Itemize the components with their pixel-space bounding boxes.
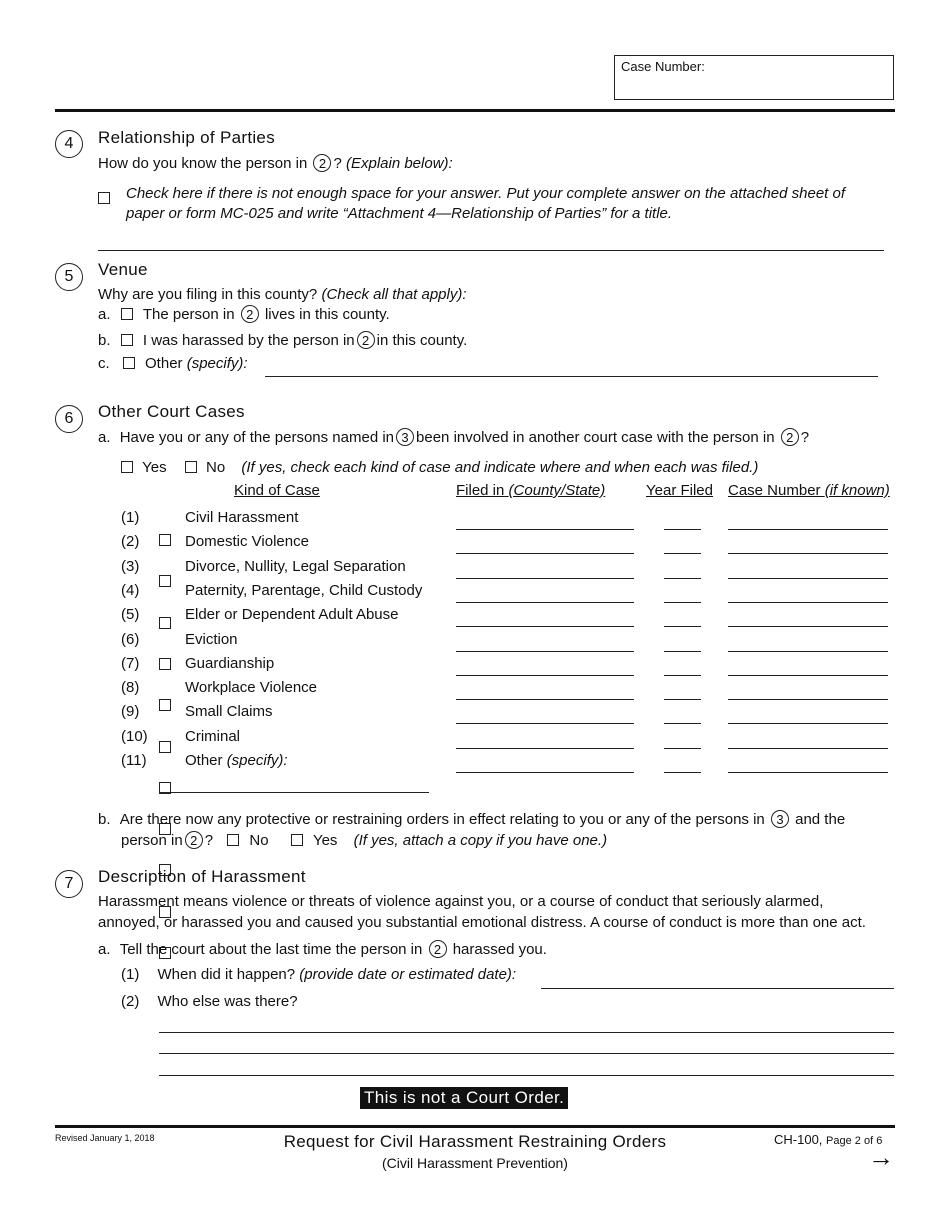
- case-kind-label: Civil Harassment: [185, 509, 299, 526]
- section-4-question: How do you know the person in 2 ? (Explain below):: [98, 155, 453, 172]
- case-kind-label: Eviction: [185, 631, 238, 648]
- court-cases-question: a. Have you or any of the persons named in 3 been involved in another court case with the person in 2 ?: [98, 429, 810, 446]
- case-kind-label: Elder or Dependent Adult Abuse: [185, 606, 399, 623]
- case-kind-label: Paternity, Parentage, Child Custody: [185, 582, 423, 599]
- case-number-line[interactable]: [728, 578, 888, 579]
- case-number-line[interactable]: [728, 772, 888, 773]
- header-rule: [55, 109, 895, 112]
- col-year-filed: Year Filed: [646, 482, 713, 499]
- case-number-line[interactable]: [728, 748, 888, 749]
- when-question: (1) When did it happen? (provide date or estimated date):: [121, 966, 517, 983]
- case-number-label: (1): [121, 509, 140, 526]
- venue-c-checkbox[interactable]: [123, 357, 135, 369]
- section-6-number: 6: [55, 405, 83, 433]
- year-filed-line[interactable]: [664, 578, 701, 579]
- venue-b-checkbox[interactable]: [121, 334, 133, 346]
- case-number-label: (7): [121, 655, 140, 672]
- court-cases-no-checkbox[interactable]: [185, 461, 197, 473]
- case-kind-label: Guardianship: [185, 655, 275, 672]
- party-ref-circle: 3: [396, 428, 414, 446]
- year-filed-line[interactable]: [664, 651, 701, 652]
- harassment-definition-1: Harassment means violence or threats of violence against you, or a course of conduct that seriously alarmed,: [98, 893, 824, 910]
- harassment-definition-2: annoyed, or harassed you and caused you substantial emotional distress. A course of conduct is more than one act.: [98, 914, 866, 931]
- col-kind-of-case: Kind of Case: [234, 482, 320, 499]
- venue-a-checkbox[interactable]: [121, 308, 133, 320]
- filed-in-line[interactable]: [456, 723, 634, 724]
- last-time-question: a. Tell the court about the last time the person in 2 harassed you.: [98, 941, 547, 958]
- case-kind-label: Domestic Violence: [185, 533, 309, 550]
- case-number-line[interactable]: [728, 651, 888, 652]
- when-answer-line[interactable]: [541, 988, 894, 989]
- case-kind-checkbox[interactable]: [159, 617, 171, 629]
- case-number-line[interactable]: [728, 723, 888, 724]
- year-filed-line[interactable]: [664, 626, 701, 627]
- col-case-number: Case Number (if known): [728, 482, 890, 499]
- footer-rule: [55, 1125, 895, 1128]
- section-4-number: 4: [55, 130, 83, 158]
- who-answer-line-1[interactable]: [159, 1032, 894, 1033]
- filed-in-line[interactable]: [456, 553, 634, 554]
- form-title: Request for Civil Harassment Restraining Orders: [283, 1132, 667, 1151]
- case-number-label: (5): [121, 606, 140, 623]
- court-cases-yes-no: Yes No (If yes, check each kind of case and indicate where and when each was filed.): [121, 459, 758, 476]
- revised-date: Revised January 1, 2018: [55, 1133, 155, 1143]
- section-5-number: 5: [55, 263, 83, 291]
- case-number-label: (6): [121, 631, 140, 648]
- case-number-line[interactable]: [728, 553, 888, 554]
- venue-other-line[interactable]: [265, 376, 878, 377]
- case-kind-label: Divorce, Nullity, Legal Separation: [185, 558, 406, 575]
- section-5-title: Venue: [98, 260, 148, 279]
- case-kind-label: Small Claims: [185, 703, 273, 720]
- case-kind-checkbox[interactable]: [159, 534, 171, 546]
- year-filed-line[interactable]: [664, 529, 701, 530]
- case-number-line[interactable]: [728, 675, 888, 676]
- venue-option-c: c. Other (specify):: [98, 355, 248, 372]
- filed-in-line[interactable]: [456, 578, 634, 579]
- venue-option-b: b. I was harassed by the person in 2 in this county.: [98, 332, 468, 349]
- filed-in-line[interactable]: [456, 772, 634, 773]
- case-number-label: (4): [121, 582, 140, 599]
- venue-question: Why are you filing in this county? (Check all that apply):: [98, 286, 467, 303]
- relationship-answer-line[interactable]: [98, 250, 884, 251]
- more-space-line-1: Check here if there is not enough space for your answer. Put your complete answer on the attached sheet of: [126, 185, 846, 202]
- party-ref-circle: 2: [357, 331, 375, 349]
- orders-question-line-1: b. Are there now any protective or restraining orders in effect relating to you or any of the persons in 3 and the: [98, 811, 846, 828]
- form-subtitle: (Civil Harassment Prevention): [382, 1155, 568, 1171]
- filed-in-line[interactable]: [456, 748, 634, 749]
- who-answer-line-2[interactable]: [159, 1053, 894, 1054]
- who-answer-line-3[interactable]: [159, 1075, 894, 1076]
- case-number-line[interactable]: [728, 529, 888, 530]
- section-7-title: Description of Harassment: [98, 867, 306, 886]
- case-kind-label: Criminal: [185, 728, 241, 745]
- case-number-label: (11): [121, 752, 147, 769]
- case-number-label: (9): [121, 703, 140, 720]
- case-number-line[interactable]: [728, 699, 888, 700]
- filed-in-line[interactable]: [456, 626, 634, 627]
- party-ref-circle: 3: [771, 810, 789, 828]
- orders-yes-checkbox[interactable]: [291, 834, 303, 846]
- party-ref-circle: 2: [185, 831, 203, 849]
- case-number-label: (10): [121, 728, 148, 745]
- orders-question-line-2: person in 2 ? No Yes (If yes, attach a copy if you have one.): [121, 832, 608, 849]
- party-ref-circle: 2: [781, 428, 799, 446]
- year-filed-line[interactable]: [664, 772, 701, 773]
- party-ref-circle: 2: [313, 154, 331, 172]
- year-filed-line[interactable]: [664, 723, 701, 724]
- year-filed-line[interactable]: [664, 553, 701, 554]
- section-7-number: 7: [55, 870, 83, 898]
- case-kind-checkbox[interactable]: [159, 699, 171, 711]
- next-page-arrow-icon: →: [868, 1142, 894, 1172]
- case-number-label: (8): [121, 679, 140, 696]
- section-6-title: Other Court Cases: [98, 402, 245, 421]
- case-number-label: Case Number:: [621, 59, 705, 74]
- more-space-checkbox[interactable]: [98, 192, 110, 204]
- case-kind-checkbox[interactable]: [159, 658, 171, 670]
- year-filed-line[interactable]: [664, 748, 701, 749]
- who-question: (2) Who else was there?: [121, 993, 298, 1010]
- year-filed-line[interactable]: [664, 675, 701, 676]
- not-court-order-notice: This is not a Court Order.: [360, 1087, 568, 1109]
- case-number-line[interactable]: [728, 626, 888, 627]
- case-kind-checkbox[interactable]: [159, 741, 171, 753]
- case-kind-label: Other (specify):: [185, 752, 288, 769]
- filed-in-line[interactable]: [456, 651, 634, 652]
- more-space-line-2: paper or form MC-025 and write “Attachment 4—Relationship of Parties” for a title.: [126, 205, 673, 222]
- case-number-label: (3): [121, 558, 140, 575]
- filed-in-line[interactable]: [456, 675, 634, 676]
- filed-in-line[interactable]: [456, 699, 634, 700]
- section-4-title: Relationship of Parties: [98, 128, 275, 147]
- venue-option-a: a. The person in 2 lives in this county.: [98, 306, 390, 323]
- filed-in-line[interactable]: [456, 529, 634, 530]
- other-case-specify-line[interactable]: [159, 792, 429, 793]
- party-ref-circle: 2: [241, 305, 259, 323]
- year-filed-line[interactable]: [664, 699, 701, 700]
- case-kind-label: Workplace Violence: [185, 679, 318, 696]
- year-filed-line[interactable]: [664, 602, 701, 603]
- case-kind-checkbox[interactable]: [159, 575, 171, 587]
- case-number-box[interactable]: [614, 55, 894, 100]
- party-ref-circle: 2: [429, 940, 447, 958]
- form-page-info: CH-100, Page 2 of 6: [774, 1132, 883, 1147]
- filed-in-line[interactable]: [456, 602, 634, 603]
- case-number-line[interactable]: [728, 602, 888, 603]
- orders-no-checkbox[interactable]: [227, 834, 239, 846]
- col-filed-in: Filed in (County/State): [456, 482, 606, 499]
- court-cases-yes-checkbox[interactable]: [121, 461, 133, 473]
- case-number-label: (2): [121, 533, 140, 550]
